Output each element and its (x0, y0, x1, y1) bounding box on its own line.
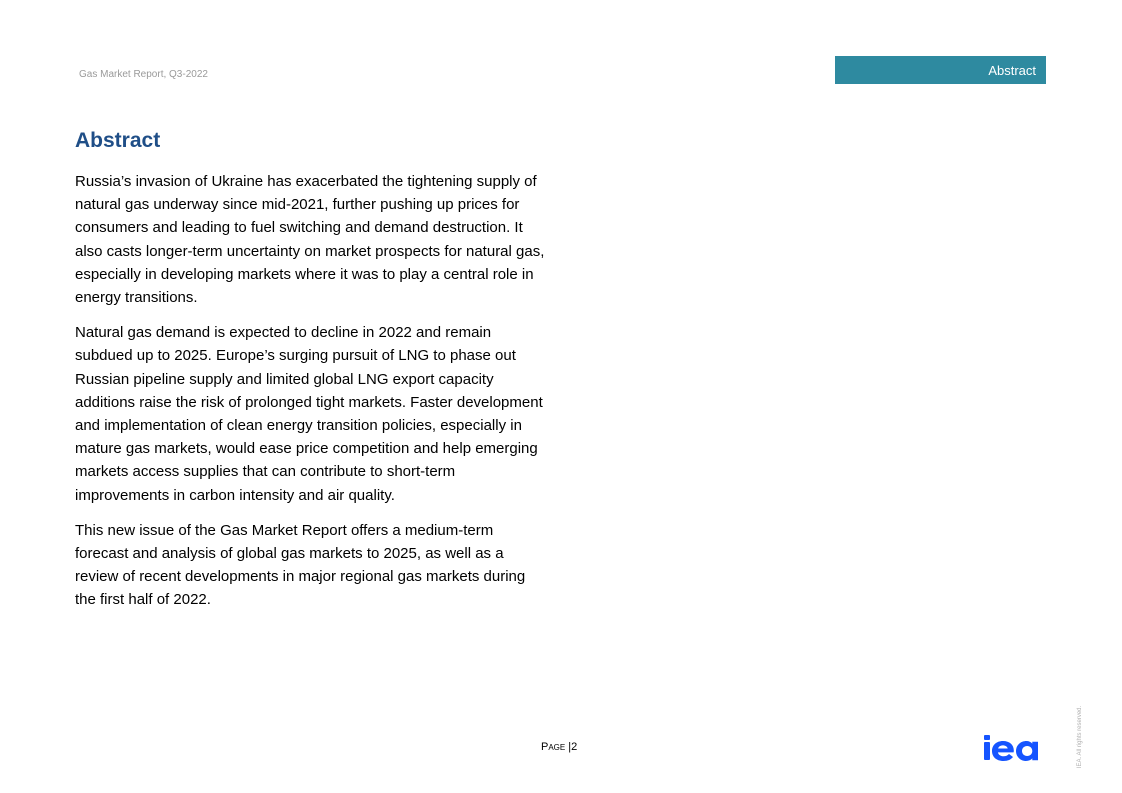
page-number-value: 2 (571, 741, 578, 753)
abstract-paragraph-3: This new issue of the Gas Market Report offers a medium-term forecast and analysis of global gas markets to 2025, as well as a review of recent developments in major regional gas markets during the first half of 2022. (75, 521, 526, 609)
page-label: Page (541, 741, 566, 753)
section-tab-abstract: Abstract (835, 56, 1046, 84)
page-number (541, 741, 577, 753)
abstract-body (75, 170, 545, 624)
logo-letter-i-stem (984, 742, 990, 760)
iea-logo-icon (983, 733, 1047, 761)
abstract-paragraph-2: Natural gas demand is expected to decline in 2022 and remain subdued up to 2025. Europe’s surging pursuit of LNG to phase out Russian pipeline supply and limited global LNG export capacity additions raise the risk of prolonged tight markets. Faster development and implementation of clean energy transition policies, especially in mature gas markets, would ease price competition and help emerging markets access supplies that can contribute to short-term improvements in carbon intensity and air quality. (75, 324, 543, 504)
logo-letter-i-dot (984, 735, 990, 740)
page-title: Abstract (75, 129, 161, 152)
running-header-title: Gas Market Report, Q3-2022 (79, 69, 208, 80)
logo-letter-e (992, 741, 1014, 761)
copyright-notice: IEA. All rights reserved. (1077, 705, 1083, 769)
abstract-paragraph-1: Russia’s invasion of Ukraine has exacerbated the tightening supply of natural gas underway since mid-2021, further pushing up prices for consumers and leading to fuel switching and demand destruction. It also casts longer-term uncertainty on market prospects for natural gas, especially in developing markets where it was to play a central role in energy transitions. (75, 173, 545, 307)
page-separator: | (568, 741, 572, 753)
logo-letter-a (1016, 741, 1038, 761)
